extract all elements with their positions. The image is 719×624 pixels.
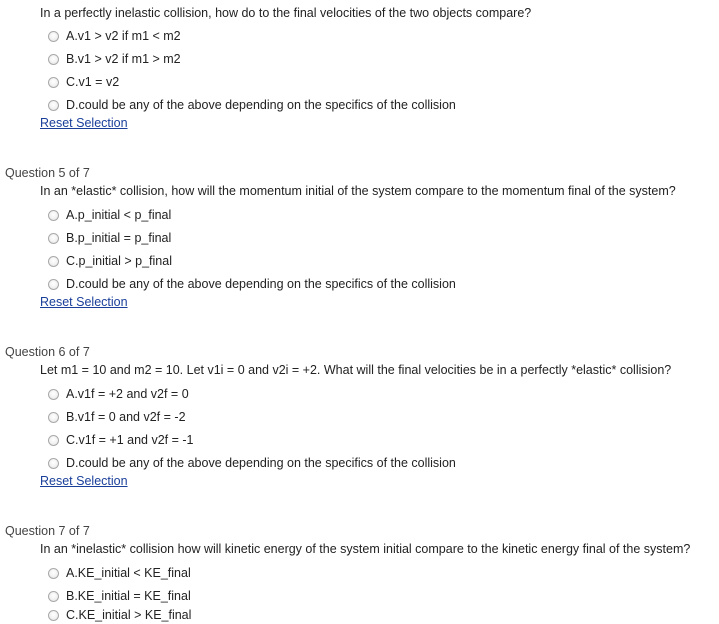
option-label: C.v1 = v2: [66, 75, 120, 89]
option-label: C.p_initial > p_final: [66, 254, 172, 268]
option-label: B.p_initial = p_final: [66, 231, 172, 245]
option-label: B.KE_initial = KE_final: [66, 589, 191, 603]
question-7-option-c[interactable]: [48, 606, 191, 624]
question-6-reset-selection-link[interactable]: Reset Selection: [40, 474, 128, 488]
option-label: D.could be any of the above depending on the specifics of the collision: [66, 456, 456, 470]
radio-button-icon[interactable]: [48, 233, 59, 244]
question-5-reset-selection-link[interactable]: Reset Selection: [40, 295, 128, 309]
option-label: A.v1 > v2 if m1 < m2: [66, 29, 181, 43]
radio-button-icon[interactable]: [48, 610, 59, 621]
question-5-text: In an *elastic* collision, how will the momentum initial of the system compare to the momentum final of the system?: [40, 184, 676, 198]
radio-button-icon[interactable]: [48, 412, 59, 423]
question-5-option-d[interactable]: [48, 275, 456, 293]
question-7-header: Question 7 of 7: [5, 524, 90, 538]
option-label: C.v1f = +1 and v2f = -1: [66, 433, 194, 447]
radio-button-icon[interactable]: [48, 77, 59, 88]
question-5-option-b[interactable]: [48, 229, 171, 247]
question-6-text: Let m1 = 10 and m2 = 10. Let v1i = 0 and v2i = +2. What will the final velocities be in a perfectly *elastic* collision?: [40, 363, 672, 377]
option-label: A.KE_initial < KE_final: [66, 566, 191, 580]
question-4-text: In a perfectly inelastic collision, how do to the final velocities of the two objects compare?: [40, 6, 532, 20]
radio-button-icon[interactable]: [48, 458, 59, 469]
option-label: A.v1f = +2 and v2f = 0: [66, 387, 189, 401]
radio-button-icon[interactable]: [48, 389, 59, 400]
question-6-option-d[interactable]: [48, 454, 456, 472]
question-6-option-b[interactable]: [48, 408, 186, 426]
question-6-header: Question 6 of 7: [5, 345, 90, 359]
radio-button-icon[interactable]: [48, 31, 59, 42]
question-4-option-d[interactable]: [48, 96, 456, 114]
radio-button-icon[interactable]: [48, 54, 59, 65]
question-5-header: Question 5 of 7: [5, 166, 90, 180]
question-4-reset-selection-link[interactable]: Reset Selection: [40, 116, 128, 130]
question-7-option-a[interactable]: [48, 564, 191, 582]
option-label: B.v1f = 0 and v2f = -2: [66, 410, 186, 424]
question-4-option-a[interactable]: [48, 27, 181, 45]
radio-button-icon[interactable]: [48, 256, 59, 267]
question-5-option-a[interactable]: [48, 206, 171, 224]
radio-button-icon[interactable]: [48, 100, 59, 111]
question-4-option-c[interactable]: [48, 73, 119, 91]
radio-button-icon[interactable]: [48, 568, 59, 579]
question-5-option-c[interactable]: [48, 252, 172, 270]
question-7-text: In an *inelastic* collision how will kinetic energy of the system initial compare to the kinetic energy final of the system?: [40, 542, 691, 556]
question-6-option-c[interactable]: [48, 431, 194, 449]
question-7-option-b[interactable]: [48, 587, 191, 605]
option-label: D.could be any of the above depending on the specifics of the collision: [66, 277, 456, 291]
question-6-option-a[interactable]: [48, 385, 189, 403]
option-label: B.v1 > v2 if m1 > m2: [66, 52, 181, 66]
question-4-option-b[interactable]: [48, 50, 181, 68]
radio-button-icon[interactable]: [48, 591, 59, 602]
option-label: C.KE_initial > KE_final: [66, 608, 192, 622]
radio-button-icon[interactable]: [48, 435, 59, 446]
option-label: A.p_initial < p_final: [66, 208, 172, 222]
radio-button-icon[interactable]: [48, 279, 59, 290]
option-label: D.could be any of the above depending on the specifics of the collision: [66, 98, 456, 112]
radio-button-icon[interactable]: [48, 210, 59, 221]
